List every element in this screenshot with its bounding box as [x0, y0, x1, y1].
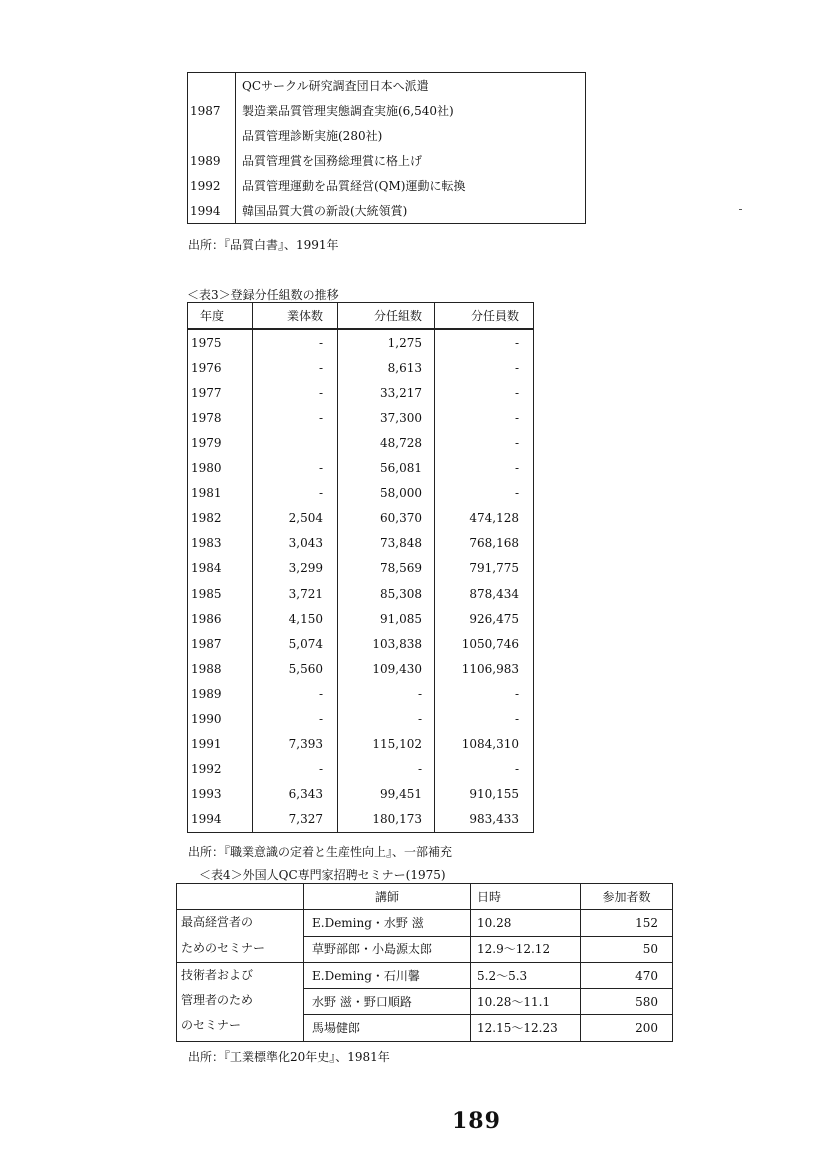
table3-members: - [435, 380, 534, 405]
table3-row [188, 732, 534, 757]
history-event: 韓国品質大賞の新設(大統領賞) [242, 203, 408, 218]
table3-year: 1988 [191, 661, 222, 676]
history-row [188, 73, 586, 99]
table3-source: 出所：『職業意識の定着と生産性向上』、一部補充 [188, 845, 453, 859]
table3-row [188, 681, 534, 706]
history-row [188, 173, 586, 198]
table3-row [188, 556, 534, 581]
table3-circles: 180,173 [338, 807, 435, 833]
table3-companies: 3,299 [253, 556, 338, 581]
scan-mark [739, 209, 742, 210]
table3-companies: 3,043 [253, 531, 338, 556]
table3-companies: - [253, 757, 338, 782]
table3-companies: 4,150 [253, 606, 338, 631]
table4-participants: 152 [581, 910, 673, 936]
table3-year: 1986 [191, 611, 222, 626]
table4-group-cell [177, 910, 304, 963]
table4-caption: ＜表4＞外国人QC専門家招聘セミナー(1975) [199, 868, 446, 882]
table3-members: 878,434 [435, 581, 534, 606]
table4-participants: 200 [581, 1015, 673, 1041]
table3-header-circles: 分任組数 [338, 303, 435, 330]
history-source: 出所：『品質白書』、1991年 [188, 238, 339, 252]
table3-members: 791,775 [435, 556, 534, 581]
table3-row [188, 531, 534, 556]
history-year [188, 73, 236, 99]
table3-row [188, 757, 534, 782]
table4-date: 10.28 [471, 910, 581, 936]
history-event: 品質管理診断実施(280社) [242, 128, 383, 143]
table3-companies: - [253, 355, 338, 380]
history-year [188, 123, 236, 148]
history-row [188, 98, 586, 123]
table4-header-lecturer: 講師 [304, 884, 471, 910]
table4-lecturer: 馬場健郎 [304, 1015, 471, 1041]
table3-circles: 78,569 [338, 556, 435, 581]
table4-group-label-line: 最高経営者の [181, 915, 254, 930]
table3-circles: 1,275 [338, 329, 435, 355]
table3-circles: 33,217 [338, 380, 435, 405]
table3-companies: 7,327 [253, 807, 338, 833]
table3-circles: 60,370 [338, 506, 435, 531]
table3-members: - [435, 456, 534, 481]
table3-year: 1994 [191, 812, 222, 827]
page-number: 189 [452, 1108, 501, 1134]
table4-source: 出所：『工業標準化20年史』、1981年 [188, 1050, 390, 1064]
table3-row [188, 581, 534, 606]
table4-group-label-line: ためのセミナー [181, 940, 266, 955]
table3-year: 1981 [191, 486, 222, 501]
table3-year: 1978 [191, 410, 222, 425]
table4-lecturer: 草野部郎・小島源太郎 [304, 936, 471, 962]
table3-companies: - [253, 481, 338, 506]
history-event: 品質管理運動を品質経営(QM)運動に転換 [242, 178, 466, 193]
table3-members: 926,475 [435, 606, 534, 631]
history-year: 1987 [188, 98, 236, 123]
table3-year: 1984 [191, 561, 222, 576]
table4-date: 12.15～12.23 [471, 1015, 581, 1041]
table4-date: 5.2～5.3 [471, 962, 581, 988]
table3-companies [253, 430, 338, 455]
history-event: QCサークル研究調査団日本へ派遣 [242, 78, 429, 93]
table3-members: 474,128 [435, 506, 534, 531]
table4-lecturer: E.Deming・石川馨 [304, 962, 471, 988]
table3-row [188, 506, 534, 531]
table3-members: - [435, 681, 534, 706]
table4-group-label-line: のセミナー [181, 1018, 242, 1033]
table3-circles: 37,300 [338, 405, 435, 430]
table3-members: 1084,310 [435, 732, 534, 757]
table3-row [188, 405, 534, 430]
table3-companies: - [253, 456, 338, 481]
table4 [176, 883, 673, 1042]
table3-circles: 56,081 [338, 456, 435, 481]
table3-circles: - [338, 681, 435, 706]
table4-group-cell [177, 962, 304, 1041]
table3-members: - [435, 329, 534, 355]
table3-year: 1987 [191, 636, 222, 651]
table3-row [188, 631, 534, 656]
table3-members: - [435, 405, 534, 430]
history-year: 1992 [188, 173, 236, 198]
history-row [188, 198, 586, 224]
table3-row [188, 707, 534, 732]
table3-companies: - [253, 380, 338, 405]
table3-row [188, 807, 534, 833]
table4-participants: 470 [581, 962, 673, 988]
table3-year: 1989 [191, 686, 222, 701]
table3-header-row [188, 303, 534, 330]
table3-circles: - [338, 757, 435, 782]
table3-row [188, 656, 534, 681]
table3-companies: 7,393 [253, 732, 338, 757]
table4-row [177, 962, 673, 988]
table3-members: 983,433 [435, 807, 534, 833]
table4-date: 10.28～11.1 [471, 989, 581, 1015]
table3-header-companies: 業体数 [253, 303, 338, 330]
table4-header-row [177, 884, 673, 910]
table3-members: - [435, 757, 534, 782]
table3-year: 1992 [191, 762, 222, 777]
history-year: 1994 [188, 198, 236, 224]
table3-members: - [435, 707, 534, 732]
table3-row [188, 456, 534, 481]
table3-circles: 48,728 [338, 430, 435, 455]
history-year: 1989 [188, 148, 236, 173]
table3-circles: 58,000 [338, 481, 435, 506]
table3-members: - [435, 355, 534, 380]
table4-participants: 50 [581, 936, 673, 962]
table3-circles: 85,308 [338, 581, 435, 606]
table4-participants: 580 [581, 989, 673, 1015]
table3-row [188, 782, 534, 807]
table3-circles: 8,613 [338, 355, 435, 380]
table4-date: 12.9～12.12 [471, 936, 581, 962]
table3-members: 1106,983 [435, 656, 534, 681]
table3-year: 1990 [191, 712, 222, 727]
table3-row [188, 380, 534, 405]
table3-members: 910,155 [435, 782, 534, 807]
table3-row [188, 355, 534, 380]
table4-group-label [181, 910, 299, 961]
table3-year: 1985 [191, 586, 222, 601]
table3-companies: 5,074 [253, 631, 338, 656]
table4-lecturer: 水野 滋・野口順路 [304, 989, 471, 1015]
table4-header-date: 日時 [471, 884, 581, 910]
table3 [187, 302, 534, 833]
table4-group-label-line: 技術者および [181, 967, 254, 982]
table3-companies: - [253, 405, 338, 430]
table3-circles: 103,838 [338, 631, 435, 656]
table3-year: 1975 [191, 335, 222, 350]
table4-row [177, 910, 673, 936]
table3-companies: - [253, 707, 338, 732]
table3-row [188, 481, 534, 506]
table4-header-participants: 参加者数 [581, 884, 673, 910]
table3-year: 1980 [191, 461, 222, 476]
table3-companies: 6,343 [253, 782, 338, 807]
table3-companies: - [253, 681, 338, 706]
history-row [188, 148, 586, 173]
table3-header-year: 年度 [188, 303, 253, 330]
table3-circles: 99,451 [338, 782, 435, 807]
table3-companies: 5,560 [253, 656, 338, 681]
history-event: 製造業品質管理実態調査実施(6,540社) [242, 103, 454, 118]
table3-members: 1050,746 [435, 631, 534, 656]
table3-year: 1977 [191, 385, 222, 400]
table3-companies: - [253, 329, 338, 355]
table3-year: 1983 [191, 536, 222, 551]
table4-group-label [181, 963, 299, 1039]
table3-year: 1976 [191, 360, 222, 375]
table3-circles: - [338, 707, 435, 732]
table3-members: 768,168 [435, 531, 534, 556]
table3-row [188, 430, 534, 455]
table3-circles: 73,848 [338, 531, 435, 556]
table3-header-members: 分任員数 [435, 303, 534, 330]
table3-row [188, 606, 534, 631]
history-row [188, 123, 586, 148]
table3-year: 1991 [191, 737, 222, 752]
table3-caption: ＜表3＞登録分任組数の推移 [187, 288, 339, 302]
table3-circles: 91,085 [338, 606, 435, 631]
table3-circles: 109,430 [338, 656, 435, 681]
table3-row [188, 329, 534, 355]
table3-year: 1993 [191, 787, 222, 802]
table3-year: 1982 [191, 511, 222, 526]
table4-lecturer: E.Deming・水野 滋 [304, 910, 471, 936]
table3-year: 1979 [191, 436, 222, 451]
table3-members: - [435, 430, 534, 455]
table3-companies: 3,721 [253, 581, 338, 606]
history-table [187, 72, 586, 224]
table3-companies: 2,504 [253, 506, 338, 531]
table3-circles: 115,102 [338, 732, 435, 757]
table4-group-label-line: 管理者のため [181, 993, 254, 1008]
table3-members: - [435, 481, 534, 506]
table4-header-empty [177, 884, 304, 910]
history-event: 品質管理賞を国務総理賞に格上げ [242, 153, 423, 168]
